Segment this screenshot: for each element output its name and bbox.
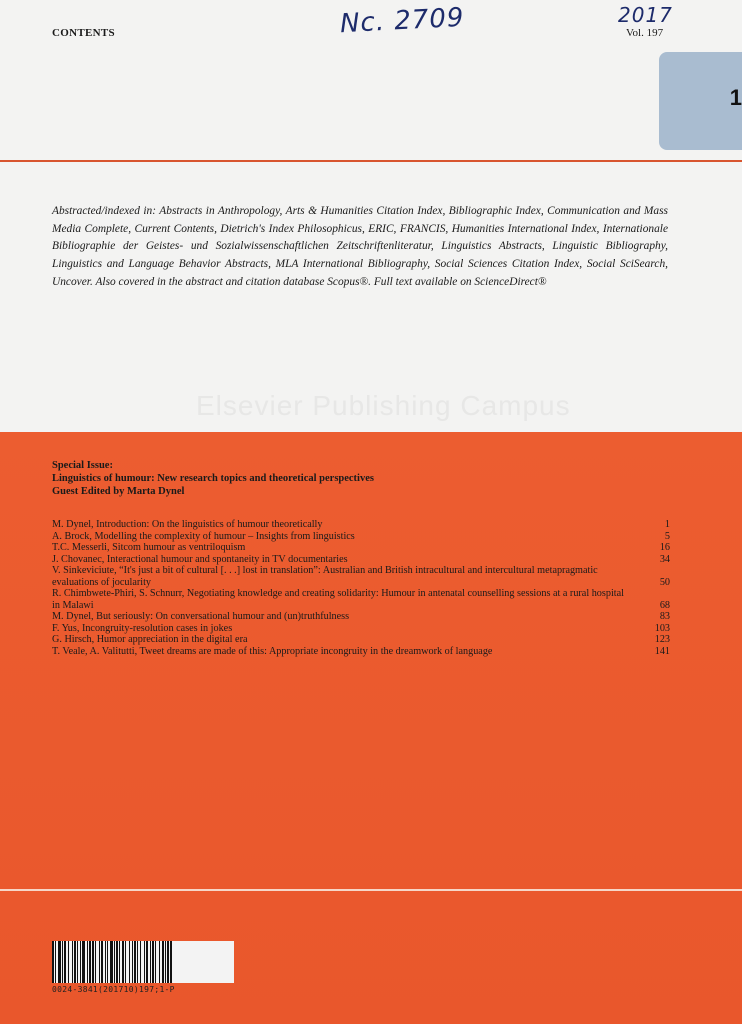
guest-editor: Guest Edited by Marta Dynel [52,486,185,497]
toc-entry[interactable] [52,554,670,566]
toc-entry-text: J. Chovanec, Interactional humour and spontaneity in TV documentaries [52,553,348,565]
toc-entry-page: 5 [664,530,670,542]
toc-entry-page: 103 [654,622,670,634]
toc-entry-page: 68 [659,599,670,611]
toc-entry-page: 1 [664,519,670,530]
toc-entry-text: G. Hirsch, Humor appreciation in the digital era [52,634,248,645]
contents-label: CONTENTS [52,27,115,39]
barcode-number: 0024-3841(201710)197;1-P [52,985,175,994]
toc-entry[interactable] [52,646,670,658]
toc-entry-text: F. Yus, Incongruity-resolution cases in jokes [52,622,233,634]
bottom-divider [0,889,742,891]
special-issue-title: Linguistics of humour: New research topics and theoretical perspectives [52,473,374,484]
toc-entry-text: A. Brock, Modelling the complexity of humour – Insights from linguistics [52,530,355,542]
toc-entry-text: T. Veale, A. Valitutti, Tweet dreams are made of this: Appropriate incongruity in the dreamwork of language [52,645,493,657]
toc-entry-text: T.C. Messerli, Sitcom humour as ventriloquism [52,542,246,553]
special-issue-header [52,459,374,498]
toc-entry-page: 141 [654,645,670,657]
top-divider [0,160,742,162]
toc-entry-page: 123 [654,634,670,645]
toc-entry[interactable] [52,611,670,623]
issue-tab-number: 1 [729,85,742,110]
toc-entry-text: R. Chimbwete-Phiri, S. Schnurr, Negotiating knowledge and creating solidarity: Humour in antenatal counselling sessions at a rural hospital in Malawi [52,588,624,611]
barcode-bar [172,941,173,983]
show-through-text: Elsevier Publishing Campus [196,390,571,421]
toc-entry-page: 83 [659,611,670,622]
toc-entry[interactable] [52,531,670,543]
toc-entry-page: 16 [659,542,670,553]
table-of-contents [52,519,670,657]
toc-entry[interactable] [52,565,670,588]
toc-entry-text: V. Sinkeviciute, “It's just a bit of cultural [. . .] lost in translation”: Australian and British intracultural and intercultural metapragmatic evaluations of jocularity [52,565,598,588]
special-issue-label: Special Issue: [52,460,113,471]
handwritten-year: 2017 [618,3,673,27]
handwritten-note: Nc. 2709 [339,2,466,40]
toc-entry[interactable] [52,634,670,646]
issue-tab [659,52,742,150]
toc-entry-text: M. Dynel, But seriously: On conversational humour and (un)truthfulness [52,611,350,622]
toc-entry[interactable] [52,623,670,635]
toc-entry-page: 34 [659,553,670,565]
toc-entry[interactable] [52,588,670,611]
toc-entry-page: 50 [659,576,670,588]
toc-entry[interactable] [52,519,670,531]
indexing-statement: Abstracted/indexed in: Abstracts in Anthropology, Arts & Humanities Citation Index, Bibliographic Index, Communication and Mass Media Complete, Current Contents, Dietrich's Index Philosophicus, ERIC, FRANCIS, Humanities International Index, Internationale Bibliographie der Geistes- und Sozialwissenschaftlichen Zeitschriftenliteratur, Linguistics Abstracts, Linguistic Bibliography, Linguistics and Language Behavior Abstracts, MLA International Bibliography, Social Sciences Citation Index, Social SciSearch, Uncover. Also covered in the abstract and citation database Scopus®. Full text available on ScienceDirect® [52,205,668,288]
toc-entry[interactable] [52,542,670,554]
volume-label: Vol. 197 [626,27,664,39]
barcode [52,941,234,983]
toc-entry-text: M. Dynel, Introduction: On the linguistics of humour theoretically [52,519,323,530]
top-section [0,0,742,432]
